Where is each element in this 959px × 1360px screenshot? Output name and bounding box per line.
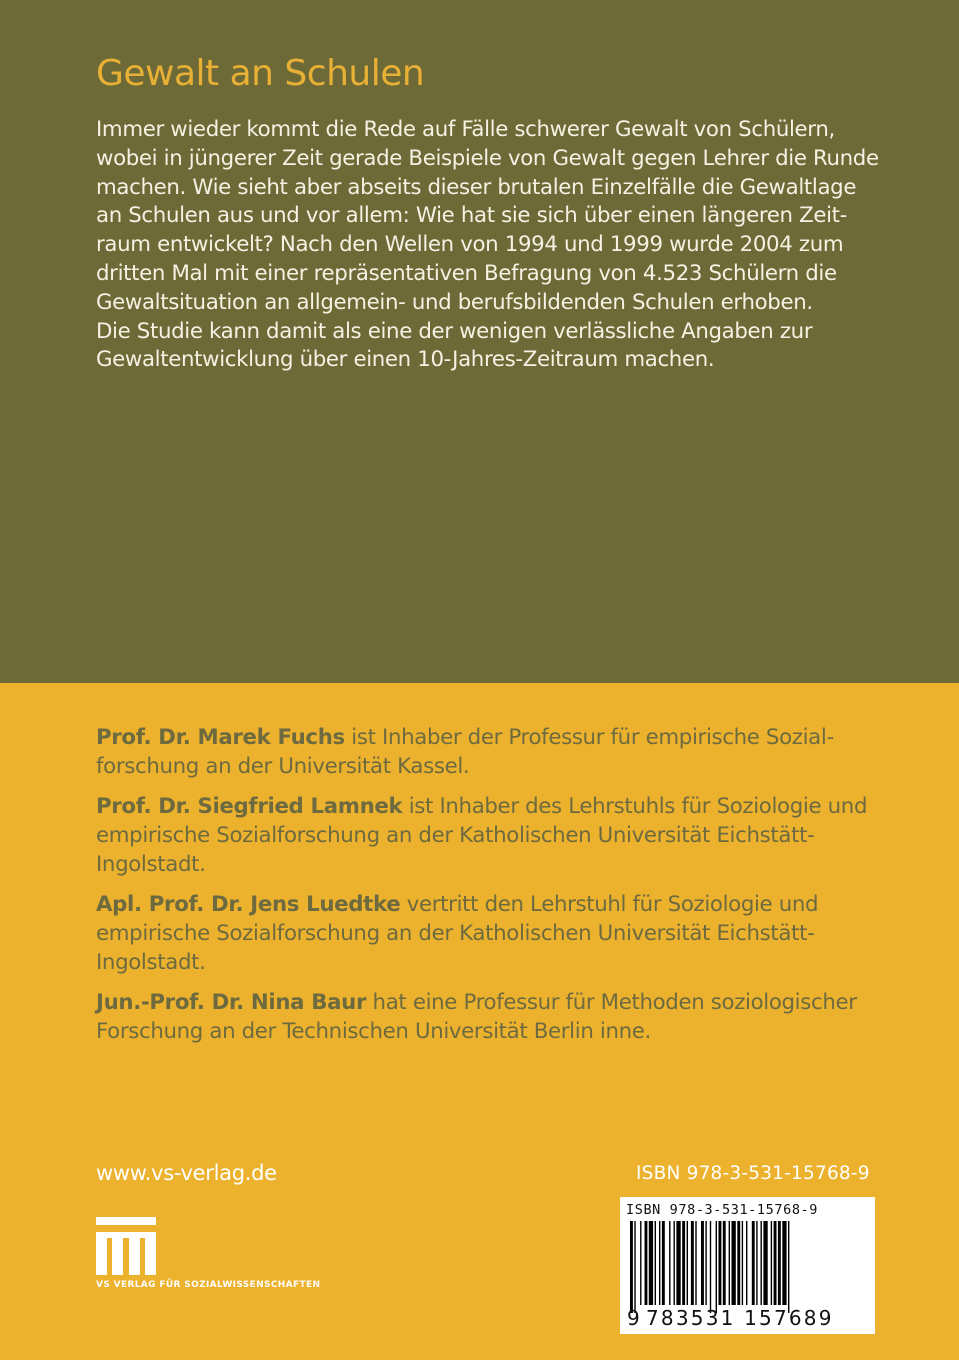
barcode-bar [695,1221,696,1305]
blurb-line: dritten Mal mit einer repräsentativen Befragung von 4.523 Schülern die [96,260,837,286]
barcode-bar [763,1221,767,1305]
barcode-bar [655,1221,656,1305]
author-bio-text: ist Inhaber der Professur für empirische Sozial- [344,725,834,750]
publisher-name: VS VERLAG FÜR SOZIALWISSENSCHAFTEN [96,1280,321,1290]
author-name: Jun.-Prof. Dr. Nina Baur [96,990,367,1015]
author-bios [96,723,876,1057]
author-bio-text: empirische Sozialforschung an der Katholischen Universität Eichstätt- [96,921,815,946]
barcode-bar [674,1221,675,1305]
barcode-icon [630,1221,866,1313]
barcode-bar [742,1221,743,1305]
blurb-line: Gewaltsituation an allgemein- und berufsbildenden Schulen erhoben. [96,289,813,315]
blurb-line: wobei in jüngerer Zeit gerade Beispiele von Gewalt gegen Lehrer die Runde [96,145,879,171]
publisher-logo-icon [96,1217,156,1279]
barcode-bar [778,1221,781,1305]
author-bio-text: vertritt den Lehrstuhl für Soziologie und [400,892,819,917]
barcode-bar [746,1221,747,1305]
barcode-bar [640,1221,641,1305]
blurb-line: raum entwickelt? Nach den Wellen von 1994 und 1999 wurde 2004 zum [96,232,844,258]
book-blurb [96,116,896,375]
blurb-line: Die Studie kann damit als eine der wenigen verlässliche Angaben zur [96,318,813,344]
barcode-bar [771,1221,772,1305]
publisher-url[interactable]: www.vs-verlag.de [96,1161,277,1185]
barcode-bar [634,1221,635,1313]
barcode-bar [705,1221,706,1305]
barcode-bar [645,1221,648,1305]
barcode-isbn-text: ISBN 978-3-531-15768-9 [626,1202,819,1218]
barcode-bar [682,1221,685,1305]
author-bio-lamnek [96,792,876,879]
barcode-bar [732,1221,736,1305]
barcode-bar [691,1221,694,1305]
blurb-line: machen. Wie sieht aber abseits dieser brutalen Einzelfälle die Gewaltlage [96,174,857,200]
author-name: Prof. Dr. Siegfried Lamnek [96,794,403,819]
barcode-bar [649,1221,653,1305]
barcode [620,1197,875,1334]
blurb-line: Immer wieder kommt die Rede auf Fälle schwerer Gewalt von Schülern, [96,117,835,142]
author-bio-luedtke [96,890,876,977]
blurb-line: Gewaltentwicklung über einen 10-Jahres-Zeitraum machen. [96,347,715,373]
barcode-bar [710,1221,711,1313]
barcode-bar [788,1221,789,1313]
barcode-bar [723,1221,726,1305]
barcode-bar [774,1221,777,1305]
author-bio-fuchs [96,723,876,781]
barcode-bar [719,1221,722,1305]
barcode-bar [782,1221,786,1305]
barcode-bar [662,1221,665,1305]
isbn-label: ISBN 978-3-531-15768-9 [636,1163,870,1184]
barcode-bar [659,1221,660,1305]
author-bio-text: forschung an der Universität Kassel. [96,754,470,779]
barcode-bar [761,1221,762,1305]
barcode-bar [630,1221,633,1313]
author-bio-text: Forschung an der Technischen Universität Berlin inne. [96,1019,651,1044]
barcode-first-digit: 9 [627,1306,640,1330]
barcode-bar [752,1221,755,1305]
barcode-bar [716,1221,717,1313]
author-name: Prof. Dr. Marek Fuchs [96,725,345,750]
barcode-bar [669,1221,670,1305]
author-bio-text: Ingolstadt. [96,950,206,975]
barcode-digits: 783531 157689 [646,1306,834,1330]
barcode-bar [756,1221,757,1305]
author-bio-text: ist Inhaber des Lehrstuhls für Soziologie und [402,794,868,819]
book-title: Gewalt an Schulen [96,53,425,94]
blurb-line: an Schulen aus und vor allem: Wie hat sie sich über einen längeren Zeit- [96,203,848,229]
barcode-bar [729,1221,730,1305]
barcode-bar [737,1221,740,1305]
author-bio-text: hat eine Professur für Methoden soziologischer [366,990,857,1015]
author-bio-text: empirische Sozialforschung an der Katholischen Universität Eichstätt- [96,823,815,848]
author-bio-baur [96,988,876,1046]
author-name: Apl. Prof. Dr. Jens Luedtke [96,892,401,917]
barcode-bar [701,1221,704,1305]
barcode-bar [687,1221,688,1305]
barcode-bar [676,1221,680,1305]
author-bio-text: Ingolstadt. [96,852,206,877]
